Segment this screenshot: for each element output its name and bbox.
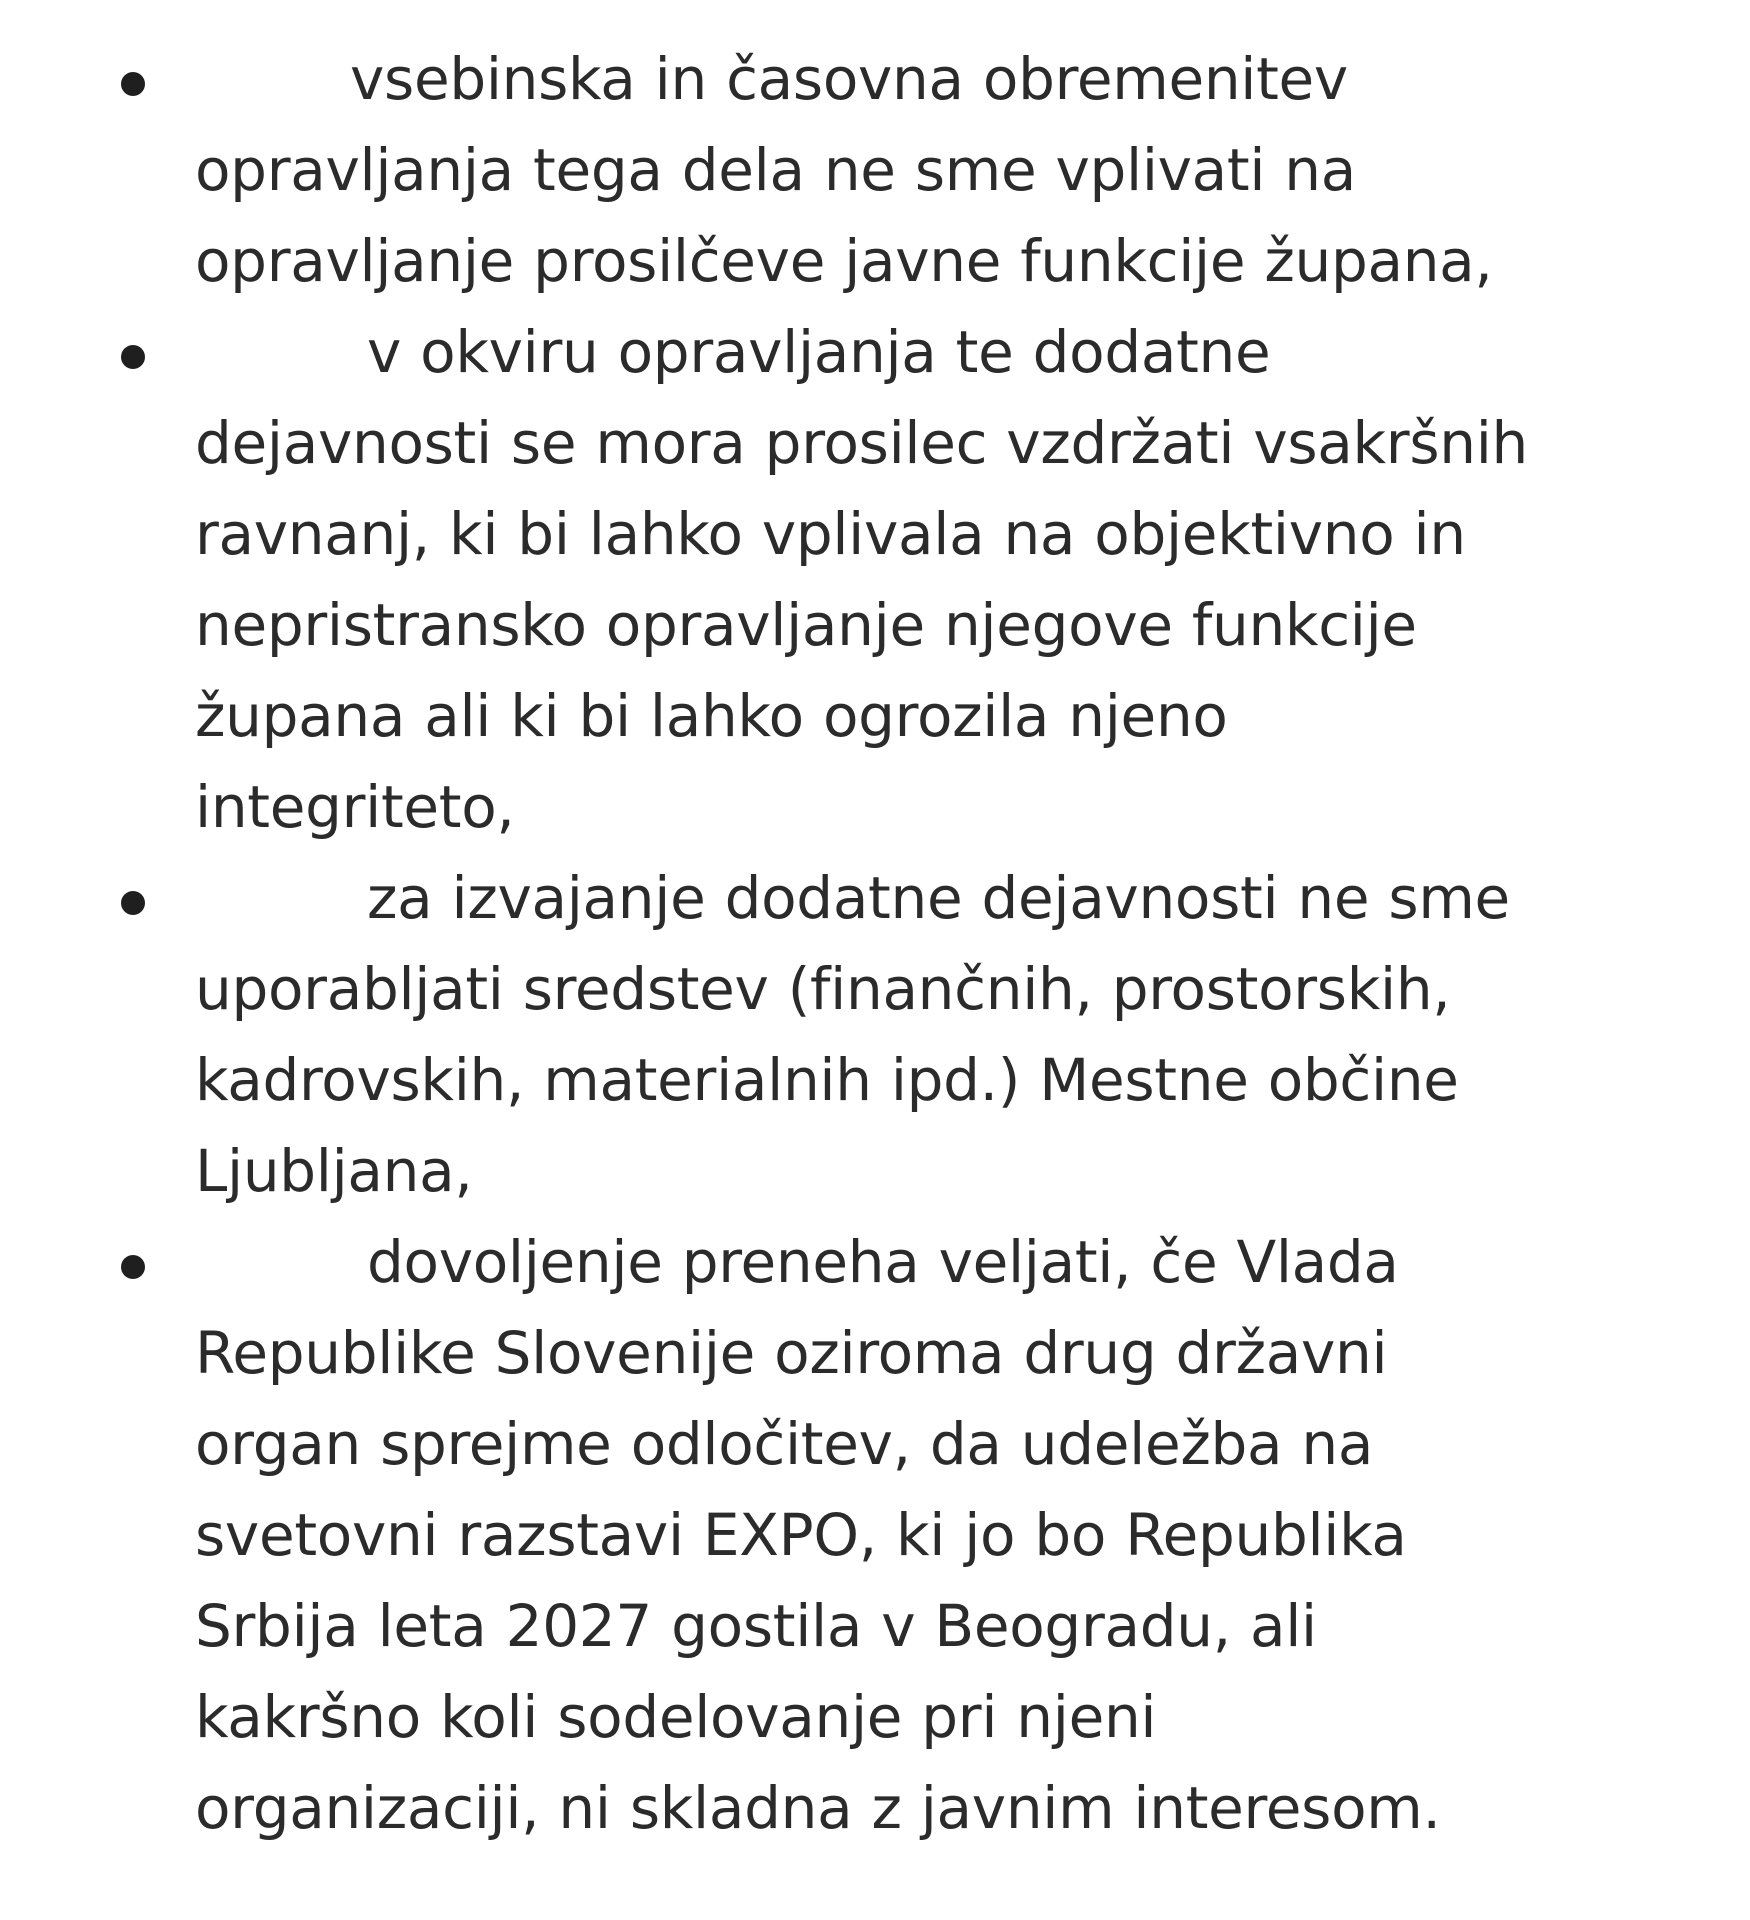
list-item-line: integriteto, bbox=[195, 773, 515, 841]
list-item-line: vsebinska in časovna obremenitev bbox=[350, 45, 1348, 113]
list-item-line: ravnanj, ki bi lahko vplivala na objektivno in bbox=[195, 500, 1466, 568]
list-item-line: Srbija leta 2027 gostila v Beogradu, ali bbox=[195, 1592, 1317, 1660]
list-item-line: opravljanja tega dela ne sme vplivati na bbox=[195, 136, 1356, 204]
list-item bbox=[0, 307, 1750, 853]
list-item-line: uporabljati sredstev (finančnih, prostorskih, bbox=[195, 955, 1451, 1023]
list-item bbox=[0, 34, 1750, 307]
bullet-list bbox=[0, 34, 1750, 1854]
list-item-line: svetovni razstavi EXPO, ki jo bo Republika bbox=[195, 1501, 1407, 1569]
bullet-icon bbox=[121, 345, 145, 369]
list-item-line: za izvajanje dodatne dejavnosti ne sme bbox=[367, 864, 1510, 932]
list-item bbox=[0, 853, 1750, 1217]
bullet-icon bbox=[121, 72, 145, 96]
list-item-line: opravljanje prosilčeve javne funkcije župana, bbox=[195, 227, 1493, 295]
list-item-line: kakršno koli sodelovanje pri njeni bbox=[195, 1683, 1157, 1751]
list-item-line: nepristransko opravljanje njegove funkcije bbox=[195, 591, 1417, 659]
list-item-line: dovoljenje preneha veljati, če Vlada bbox=[367, 1228, 1399, 1296]
list-item-line: organ sprejme odločitev, da udeležba na bbox=[195, 1410, 1374, 1478]
list-item-line: organizaciji, ni skladna z javnim interesom. bbox=[195, 1774, 1441, 1842]
list-item-line: župana ali ki bi lahko ogrozila njeno bbox=[195, 682, 1228, 750]
list-item-line: Republike Slovenije oziroma drug državni bbox=[195, 1319, 1388, 1387]
bullet-icon bbox=[121, 1255, 145, 1279]
list-item-line: v okviru opravljanja te dodatne bbox=[367, 318, 1271, 386]
bullet-icon bbox=[121, 891, 145, 915]
list-item-line: kadrovskih, materialnih ipd.) Mestne občine bbox=[195, 1046, 1459, 1114]
list-item bbox=[0, 1217, 1750, 1854]
list-item-line: Ljubljana, bbox=[195, 1137, 473, 1205]
list-item-line: dejavnosti se mora prosilec vzdržati vsakršnih bbox=[195, 409, 1528, 477]
